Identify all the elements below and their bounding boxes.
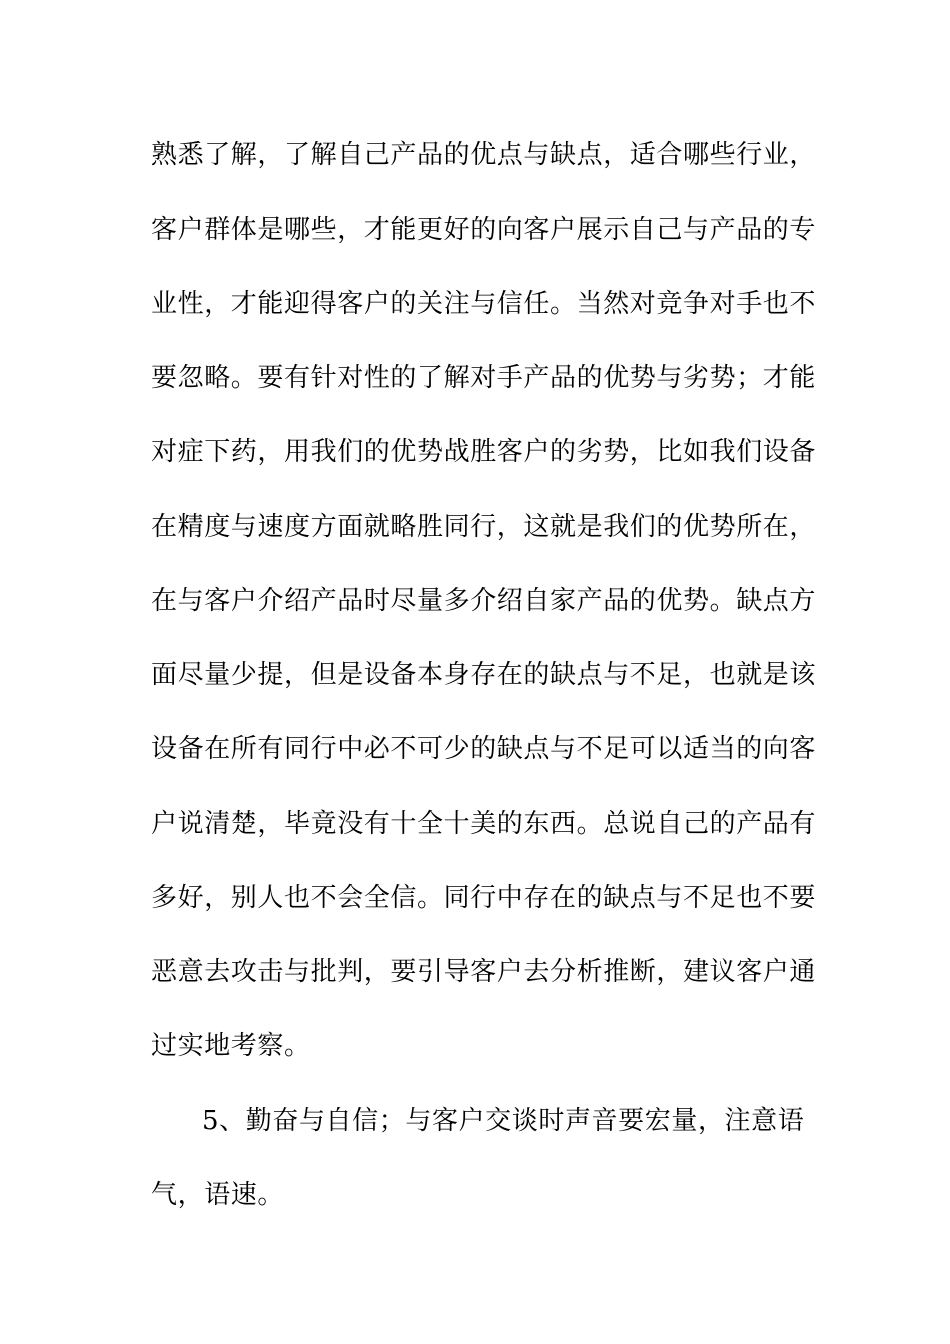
paragraph-2-line-2: 气，语速。	[151, 1180, 285, 1210]
paragraph-1-line-7: 在与客户介绍产品时尽量多介绍自家产品的优势。缺点方	[151, 586, 817, 616]
paragraph-1-line-9: 设备在所有同行中必不可少的缺点与不足可以适当的向客	[151, 734, 817, 764]
paragraph-1-line-13: 过实地考察。	[151, 1031, 311, 1061]
paragraph-1-line-10: 户说清楚，毕竟没有十全十美的东西。总说自己的产品有	[151, 809, 817, 839]
paragraph-2-line-1: 5、勤奋与自信；与客户交谈时声音要宏量，注意语	[202, 1106, 805, 1136]
paragraph-1-line-6: 在精度与速度方面就略胜同行，这就是我们的优势所在，	[151, 512, 817, 542]
paragraph-1-line-12: 恶意去攻击与批判，要引导客户去分析推断，建议客户通	[151, 957, 817, 987]
paragraph-1-line-2: 客户群体是哪些，才能更好的向客户展示自己与产品的专	[151, 215, 817, 245]
paragraph-1-line-5: 对症下药，用我们的优势战胜客户的劣势，比如我们设备	[151, 437, 817, 467]
paragraph-1-line-11: 多好，别人也不会全信。同行中存在的缺点与不足也不要	[151, 883, 817, 913]
paragraph-1-line-8: 面尽量少提，但是设备本身存在的缺点与不足，也就是该	[151, 660, 817, 690]
paragraph-1-line-4: 要忽略。要有针对性的了解对手产品的优势与劣势；才能	[151, 363, 817, 393]
paragraph-1-line-1: 熟悉了解，了解自己产品的优点与缺点，适合哪些行业，	[151, 140, 817, 170]
paragraph-1-line-3: 业性，才能迎得客户的关注与信任。当然对竞争对手也不	[151, 289, 817, 319]
